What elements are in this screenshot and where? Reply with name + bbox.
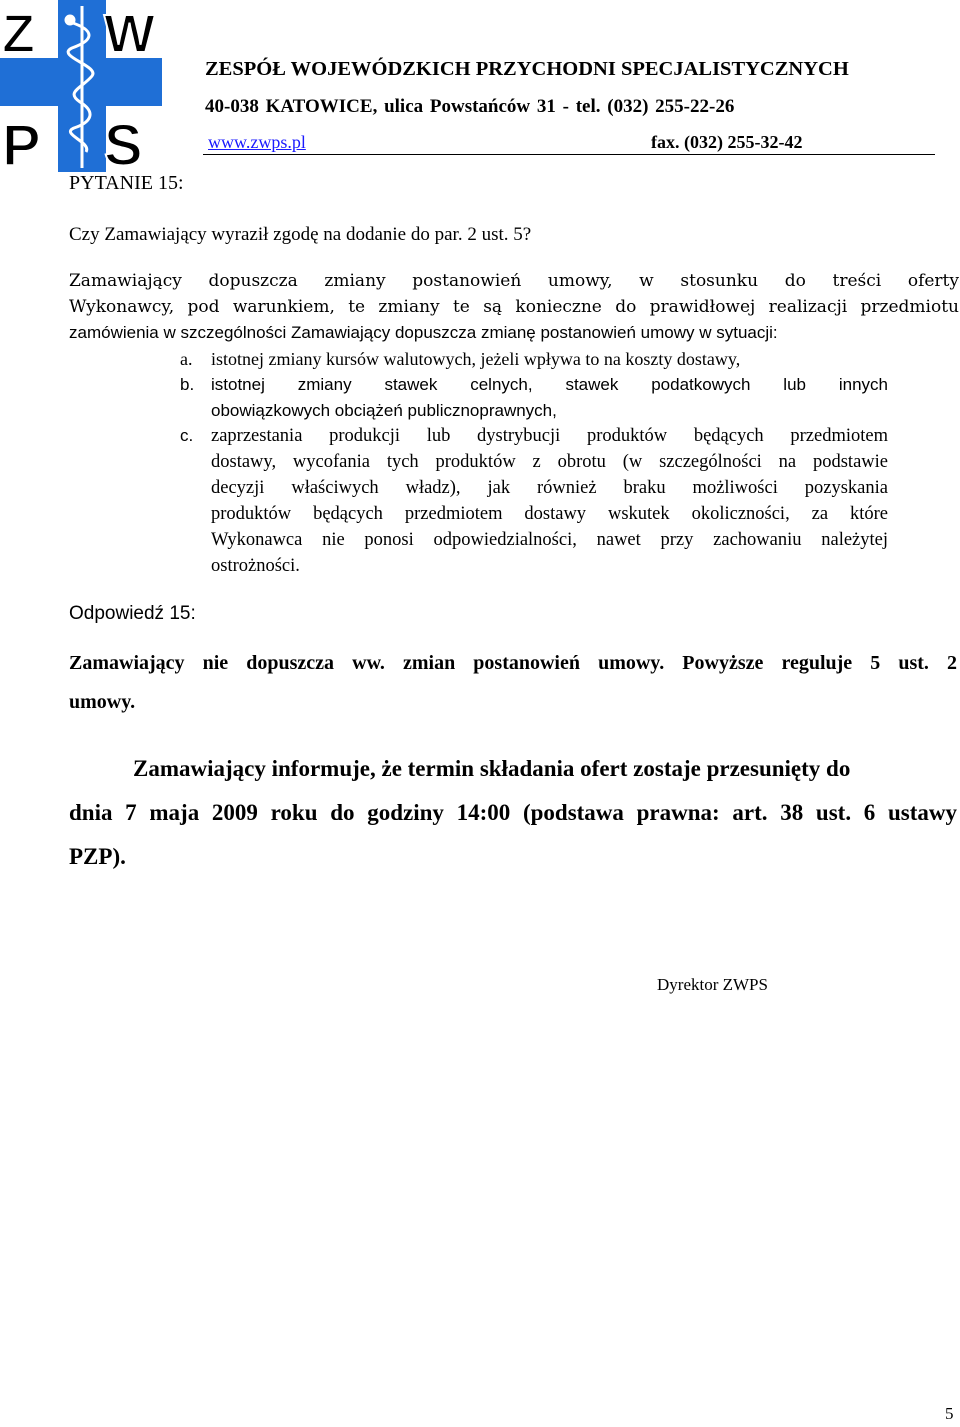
list-item-b (180, 372, 888, 424)
signature: Dyrektor ZWPS (657, 975, 768, 994)
list-item-text: zaprzestania produkcji lub dystrybucji produktów będących przedmiotem (211, 426, 888, 446)
list-marker: c. (180, 426, 194, 445)
logo-letter-z: Z (2, 4, 35, 64)
list-marker: b. (180, 375, 195, 394)
list-item-a (180, 346, 888, 372)
paragraph-line: zamówienia w szczególności Zamawiający dopuszcza zmianę postanowień umowy w sytuacji: (69, 323, 778, 342)
question-heading: PYTANIE 15: (69, 172, 184, 194)
page-number: 5 (945, 1404, 954, 1423)
fax-number: fax. (032) 255-32-42 (651, 132, 803, 152)
logo-letter-s: S (104, 113, 143, 172)
list-item-text: istotnej zmiany kursów walutowych, jeżeli wpływa to na koszty dostawy, (211, 349, 741, 369)
address-line: 40-038 KATOWICE, ulica Powstańców 31 - tel. (032) 255-22-26 (205, 96, 735, 117)
list-item-text: ostrożności. (211, 556, 300, 576)
answer-line-1: Zamawiający nie dopuszcza ww. zmian postanowień umowy. Powyższe reguluje 5 ust. 2 (69, 652, 957, 674)
list-item-text: dostawy, wycofania tych produktów z obrotu (w szczególności na podstawie (211, 452, 888, 472)
paragraph-line: Wykonawcy, pod warunkiem, te zmiany te są konieczne do prawidłowej realizacji przedmiotu (69, 297, 959, 317)
org-name: ZESPÓŁ WOJEWÓDZKICH PRZYCHODNI SPECJALISTYCZNYCH (205, 58, 849, 80)
list-marker: a. (180, 349, 193, 369)
notice-line-1: Zamawiający informuje, że termin składania ofert zostaje przesunięty do (133, 756, 851, 781)
paragraph-line: Zamawiający dopuszcza zmiany postanowień umowy, w stosunku do treści oferty (69, 271, 959, 291)
list-item-text: decyzji właściwych władz), jak również braku możliwości pozyskania (211, 478, 888, 498)
logo-letter-p: P (2, 113, 41, 172)
answer-line-2: umowy. (69, 691, 136, 713)
question-paragraph (69, 268, 959, 346)
notice-line-2: dnia 7 maja 2009 roku do godziny 14:00 (podstawa prawna: art. 38 ust. 6 ustawy (69, 800, 957, 825)
notice-line-3: PZP). (69, 844, 126, 869)
list-item-text: istotnej zmiany stawek celnych, stawek podatkowych lub innych (211, 375, 888, 394)
website-link[interactable]: www.zwps.pl (208, 132, 306, 152)
header-divider (203, 154, 935, 155)
question-text: Czy Zamawiający wyraził zgodę na dodanie do par. 2 ust. 5? (69, 224, 532, 245)
zwps-logo (0, 0, 162, 172)
logo-letter-w: W (104, 4, 155, 64)
list-item-text: produktów będących przedmiotem dostawy wskutek okoliczności, za które (211, 504, 888, 524)
list-item-text: Wykonawca nie ponosi odpowiedzialności, nawet przy zachowaniu należytej (211, 530, 888, 550)
answer-heading: Odpowiedź 15: (69, 603, 196, 624)
list-item-text: obowiązkowych obciążeń publicznoprawnych, (211, 401, 557, 420)
list-item-c (180, 423, 888, 579)
